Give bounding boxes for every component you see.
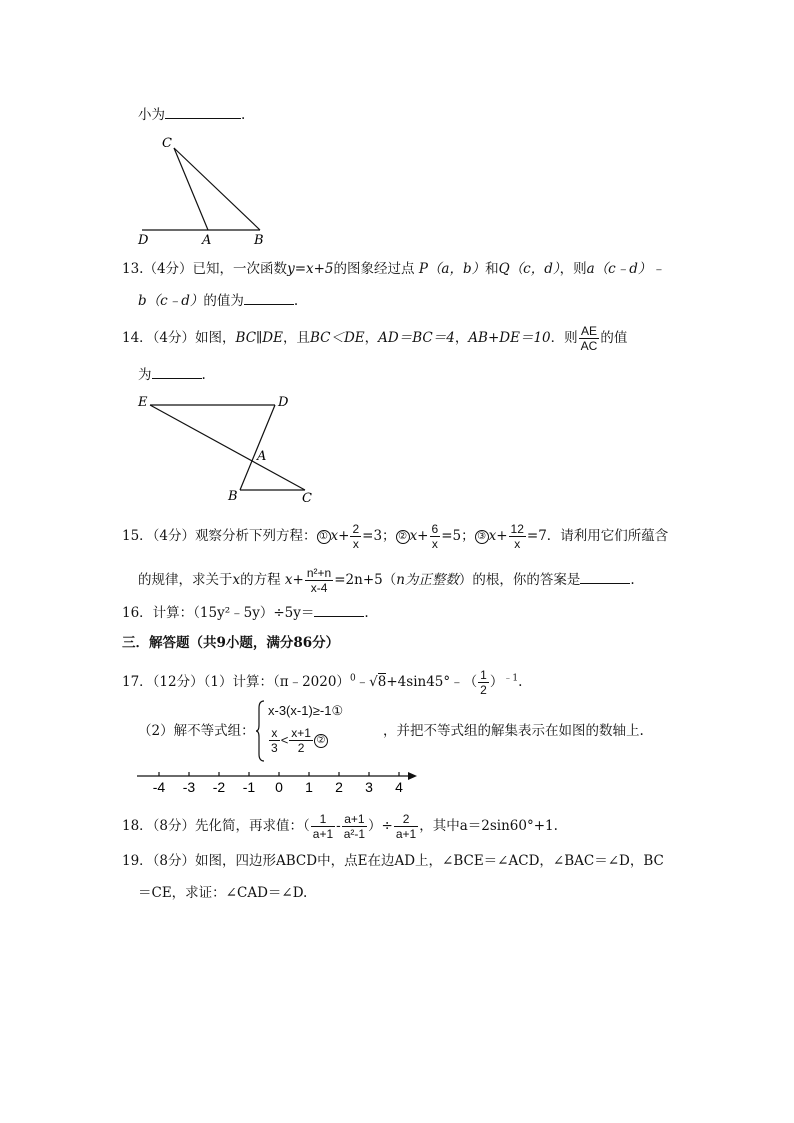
tick-label: -2 <box>212 779 226 795</box>
system-brace <box>256 700 266 762</box>
tick-label: -3 <box>182 779 196 795</box>
tick-label: -1 <box>242 779 256 795</box>
q14-line1: 14．（4分）如图，BC∥DE，且BC＜DE，AD＝BC＝4，AB+DE＝10．则 $\frac{AE}{AC}$ 的值 <box>122 324 628 353</box>
label-d: D <box>138 233 149 248</box>
answer-blank[interactable] <box>244 290 294 305</box>
q19-line1: 19．（8分）如图，四边形ABCD中，点E在边AD上，∠BCE＝∠ACD，∠BAC＝∠D，BC <box>122 853 664 869</box>
answer-blank[interactable] <box>580 569 630 584</box>
label-a: A <box>257 449 267 464</box>
label-c: C <box>162 136 172 151</box>
q13-line1: 13.（4分）已知，一次函数y=x+5的图象经过点 P（a，b）和Q（c，d），则a（c﹣d）﹣ <box>122 261 665 277</box>
q17-part1: 17．（12分）（1）计算：（π﹣2020）$^0$﹣√8+4sin45°﹣（ $\frac{1}{2}$ ）$^{﹣1}$. <box>122 668 523 697</box>
tick-label: -4 <box>152 779 166 795</box>
fraction: $\frac{2}{a+1}$ <box>395 812 417 841</box>
q14-line2: 为 . <box>138 364 206 384</box>
segment-cb <box>174 148 260 230</box>
number-line <box>135 764 425 798</box>
inequality-2: $\frac{x}{3}$ < $\frac{x+1}{2}$ ② <box>268 726 328 755</box>
q17-part2-label: （2）解不等式组： <box>138 723 255 739</box>
arrow-head <box>408 772 417 780</box>
segment-ca <box>174 148 208 230</box>
label-b: B <box>254 233 264 248</box>
fraction: $\frac{x}{3}$ <box>271 726 278 755</box>
fraction: $\frac{6}{x}$ <box>431 522 439 551</box>
fraction: $\frac{a+1}{\text{a²-1}}$ <box>343 812 366 841</box>
label-e: E <box>138 395 148 410</box>
fraction: $\frac{12}{x}$ <box>510 522 524 551</box>
fraction: $\frac{1}{2}$ <box>480 668 487 697</box>
label-d: D <box>278 395 289 410</box>
q19-line2: ＝CE，求证：∠CAD＝∠D. <box>138 885 308 901</box>
segment-db <box>240 405 275 490</box>
section-heading: 三．解答题（共9小题，满分86分） <box>122 635 340 651</box>
inequality-1: x-3(x-1)≥-1① <box>268 703 344 718</box>
tick-label: 4 <box>395 779 403 795</box>
fraction: $\frac{2}{x}$ <box>352 522 360 551</box>
tick-label: 3 <box>365 779 373 795</box>
fraction: $\frac{\text{n²+n}}{x-4}$ <box>306 566 332 595</box>
sqrt-symbol: √ <box>369 674 378 690</box>
label-c: C <box>302 491 312 506</box>
q15-line1: 15．（4分）观察分析下列方程： ① x+ $\frac{2}{x}$ =3； ② x+ $\frac{6}{x}$ =5； ③ x+ $\frac{12}{x}$ =7．请利用它们所蕴含 <box>122 522 669 551</box>
q18: 18．（8分）先化简，再求值：（ $\frac{1}{a+1}$ - $\frac{a+1}{\text{a²-1}}$ ）÷ $\frac{2}{a+1}$ ，其中a＝2sin60°+1. <box>122 812 558 841</box>
figure-triangle-cab <box>130 130 280 250</box>
figure-crossing-triangles <box>130 390 330 510</box>
q15-line2: 的规律，求关于x的方程 x+ $\frac{\text{n²+n}}{x-4}$ =2n+5（n为正整数）的根，你的答案是 . <box>138 566 635 595</box>
tick-label: 1 <box>305 779 313 795</box>
q16: 16．计算：（15y²﹣5y）÷5y＝ . <box>122 602 369 622</box>
tick-label: 0 <box>275 779 283 795</box>
fraction: $\frac{x+1}{2}$ <box>291 726 311 755</box>
segment-ec <box>150 405 305 490</box>
fraction: $\frac{1}{a+1}$ <box>312 812 334 841</box>
tick-label: 2 <box>335 779 343 795</box>
q12-tail: 小为 . <box>138 104 245 124</box>
q17-part2-tail: ，并把不等式组的解集表示在如图的数轴上. <box>383 723 644 739</box>
label-a: A <box>202 233 212 248</box>
answer-blank[interactable] <box>165 104 241 119</box>
answer-blank[interactable] <box>314 602 364 617</box>
fraction-ae-ac: $\frac{AE}{AC}$ <box>580 324 598 353</box>
q13-line2: b（c﹣d）的值为 . <box>138 290 298 310</box>
answer-blank[interactable] <box>152 364 202 379</box>
label-b: B <box>228 489 238 504</box>
